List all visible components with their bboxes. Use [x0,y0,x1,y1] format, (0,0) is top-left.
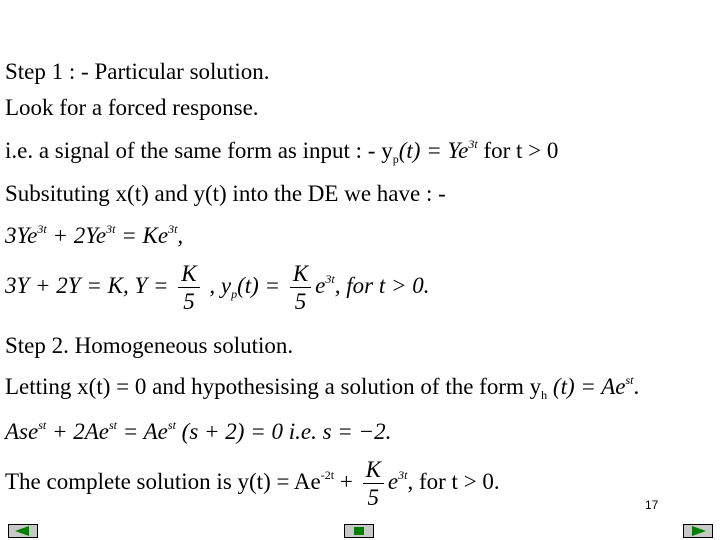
letting-line: Letting x(t) = 0 and hypothesising a solution of the form $y_h$ $(t) = Ae^{st}$. [5,373,640,402]
fraction-k-over-5: $\frac{K}{5}$ [178,262,199,313]
equation-3: $Ase^{st} + 2Ae^{st} = Ae^{st}$ (s + 2) = 0 i.e. s = −2. [5,418,392,444]
step1-heading: Step 1 : - Particular solution. [5,59,270,84]
equation-1: $3Ye^{3t} + 2Ye^{3t} = Ke^{3t}$, [5,222,184,248]
fraction-k-over-5-b: $\frac{K}{5}$ [290,262,311,313]
arrow-left-icon [9,525,37,537]
complete-solution-line: The complete solution is $y(t) = Ae^{-2t}$ + $\frac{K}{5}$ $e^{3t}$, for t > 0. [5,457,500,510]
fraction-k-over-5-c: $\frac{K}{5}$ [363,458,384,509]
arrow-right-icon [684,525,712,537]
previous-slide-button[interactable] [8,524,38,538]
step2-heading: Step 2. Homogeneous solution. [5,333,294,358]
substituting-text: Subsituting x(t) and y(t) into the DE we have : - [5,181,446,206]
return-button[interactable] [344,524,374,538]
equation-2: 3Y + 2Y = K, Y = $\frac{K}{5}$ , $y_p(t)$ = $\frac{K}{5}$ $e^{3t}$, for t > 0. [5,261,430,314]
page-number: 17 [645,498,659,512]
forced-response-text: Look for a forced response. [5,95,259,120]
return-icon [345,525,373,537]
next-slide-button[interactable] [683,524,713,538]
same-form-line: i.e. a signal of the same form as input : - $y_p(t) = Ye^{3t}$ for t > 0 [5,137,559,166]
